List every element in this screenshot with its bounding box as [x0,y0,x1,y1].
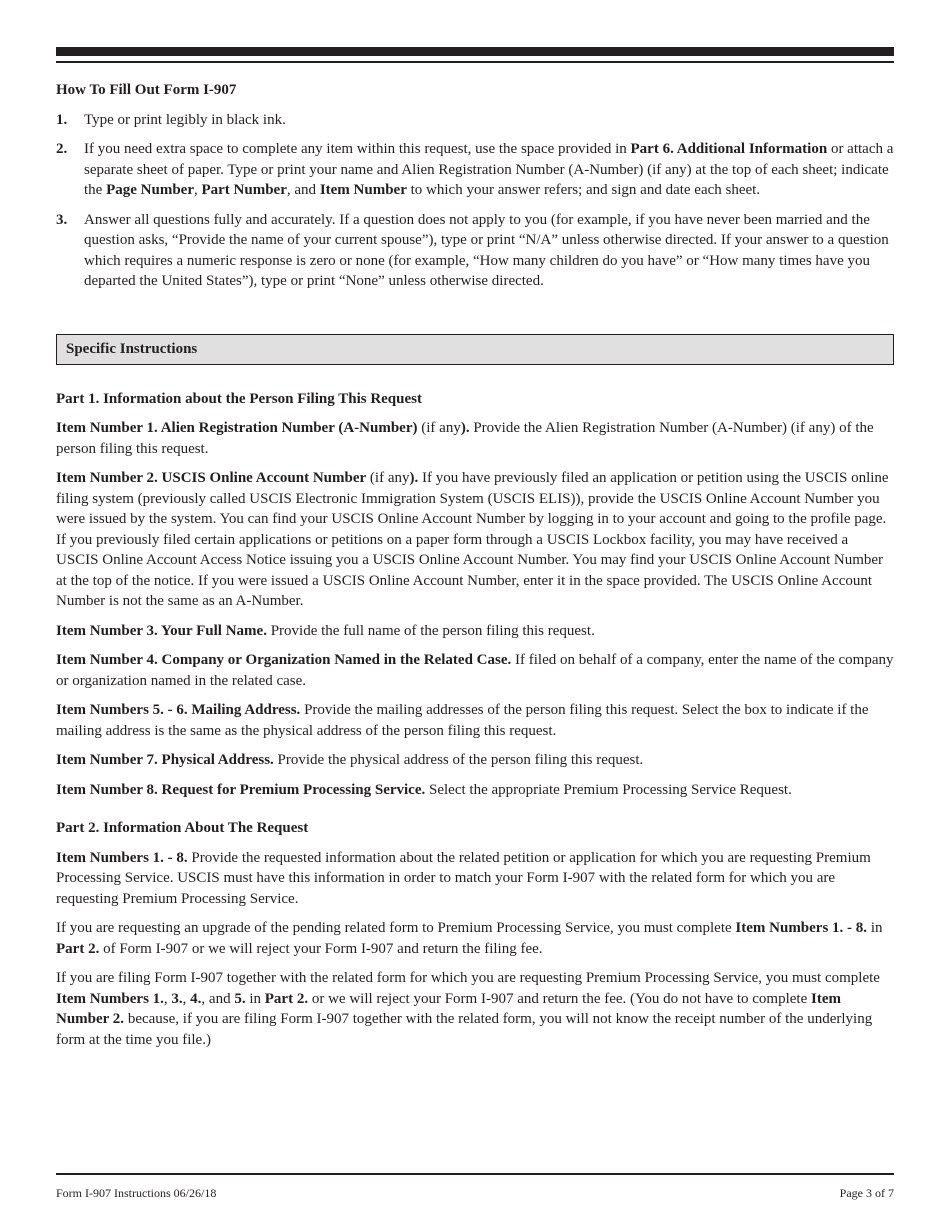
bold-text-run: Part 6. Additional Information [630,141,828,157]
text-run: Select the appropriate Premium Processing Service Request. [425,781,792,798]
how-to-item-1 [56,110,894,131]
part-2-heading: Part 2. Information About The Request [56,820,309,836]
text-run: (if any [417,420,461,436]
text-run: If filed on behalf of a company, enter the name of the company or organization named in the related case. [56,652,894,689]
part-1-paragraph [56,650,894,691]
item-text [84,210,894,292]
item-number: 2. [56,141,68,157]
part-1-paragraph [56,750,894,771]
bold-text-run: Item Number 2. [56,990,842,1027]
bold-text-run: Item Numbers 1. - 8. [735,920,868,936]
bold-text-run: 3. [171,990,183,1007]
how-to-item-2 [56,139,894,201]
item-number: 3. [56,211,68,228]
text-run: , and [201,990,235,1007]
text-run: , [182,990,191,1007]
item-text [84,110,894,131]
part-1-paragraph [56,700,894,741]
item-text [84,139,894,201]
part-2-paragraph [56,848,894,910]
header-thin-rule [56,61,894,63]
text-run: If you are filing Form I-907 together with the related form for which you are requesting Premium Processing Service, you must complete [56,970,880,986]
footer-form-edition: Form I-907 Instructions 06/26/18 [56,1186,217,1200]
text-run: , [193,182,202,198]
text-run: to which your answer refers; and sign and date each sheet. [406,182,761,198]
bold-text-run: Item Numbers 1. - 8. [56,849,188,866]
text-run: If you are requesting an upgrade of the pending related form to Premium Processing Service, you must complete [56,920,736,936]
text-run: Answer all questions fully and accurately. If a question does not apply to you (for example, if you have never been married and the question asks, “Provide the name of your current spouse”), type or print “N/A” unless otherwise directed. If your answer to a question which requires a numeric response is zero or none (for example, “How many children do you have” or “How many times have you departed the United States”), type or print “None” unless otherwise directed. [84,211,889,289]
text-run: or attach a separate sheet of paper. Type or print your name and Alien Registration Number (A-Number) (if any) at the top of each sheet; indicate the [84,141,894,198]
bold-text-run: Item Number 7. Physical Address. [56,752,274,768]
text-run: Provide the requested information about the related petition or application for which you are requesting Premium Processing Service. USCIS must have this information in order to match your Form I-907 with the related form for which you are requesting Premium Processing Service. [56,849,871,907]
text-run: Provide the Alien Registration Number (A-Number) (if any) of the person filing this request. [56,420,874,457]
bold-text-run: ). [409,470,419,486]
bold-text-run: Item Numbers 1. [56,990,164,1007]
bold-text-run: Item Number 3. Your Full Name. [56,622,267,639]
text-run: or we will reject your Form I-907 and return the fee. (You do not have to complete [308,990,812,1007]
item-number: 1. [56,111,68,128]
text-run: If you have previously filed an application or petition using the USCIS online filing system (previously called USCIS Electronic Immigration System (USCIS ELIS)), provide the USCIS Online Account Number you were issued by the system. You can find your USCIS Online Account Number by logging in to your account and going to the profile page. If you previously filed certain applications or petitions on a paper form through a USCIS Lockbox facility, you may have received a USCIS Online Account Access Notice issuing you a USCIS Online Account Number. You may find your USCIS Online Account Number at the top of the notice. If you were issued a USCIS Online Account Number, enter it in the space provided. The USCIS Online Account Number is not the same as an A-Number. [56,470,889,609]
part-2-paragraph [56,968,894,1050]
part-1-paragraph [56,468,894,612]
bold-text-run: Item Number 4. Company or Organization Named in the Related Case. [56,652,512,668]
text-run: because, if you are filing Form I-907 together with the related form, you will not know the receipt number of the underlying form at the time you file.) [56,1011,873,1048]
bold-text-run: Part 2. [264,990,309,1007]
part-2-paragraph [56,918,894,959]
text-run: Type or print legibly in black ink. [84,111,286,128]
part-1-paragraph [56,418,894,459]
text-run: Provide the mailing addresses of the person filing this request. Select the box to indicate if the mailing address is the same as the physical address of the person filing this request. [56,702,869,739]
bold-text-run: ). [460,420,470,436]
bold-text-run: Part 2. [56,940,100,957]
text-run: (if any [366,470,410,486]
text-run: in [245,990,265,1007]
footer-page-number: Page 3 of 7 [839,1186,894,1200]
header-thick-rule [56,47,894,56]
bold-text-run: Item Number 1. Alien Registration Number (A-Number) [56,420,418,436]
bold-text-run: Part Number [201,182,287,198]
bold-text-run: 5. [234,990,246,1007]
specific-instructions-header: Specific Instructions [56,334,894,365]
page-content [56,78,894,1050]
bold-text-run: Item Numbers 5. - 6. Mailing Address. [56,702,301,718]
part-1-heading: Part 1. Information about the Person Filing This Request [56,390,422,407]
text-run: in [867,920,883,936]
bold-text-run: Item Number 8. Request for Premium Processing Service. [56,781,426,798]
bold-text-run: Item Number 2. USCIS Online Account Number [56,470,367,486]
text-run: of Form I-907 or we will reject your Form I-907 and return the filing fee. [99,940,543,957]
bold-text-run: Item Number [319,182,407,198]
text-run: If you need extra space to complete any item within this request, use the space provided in [84,141,631,157]
footer-rule [56,1173,894,1175]
part-1-paragraph [56,621,894,642]
text-run: Provide the physical address of the person filing this request. [273,752,644,768]
how-to-heading: How To Fill Out Form I-907 [56,82,237,98]
bold-text-run: 4. [190,990,202,1007]
text-run: Provide the full name of the person filing this request. [266,622,595,639]
bold-text-run: Page Number [106,182,194,198]
part-1-paragraph [56,780,894,801]
how-to-item-3 [56,210,894,292]
text-run: , and [286,182,320,198]
text-run: , [163,990,172,1007]
